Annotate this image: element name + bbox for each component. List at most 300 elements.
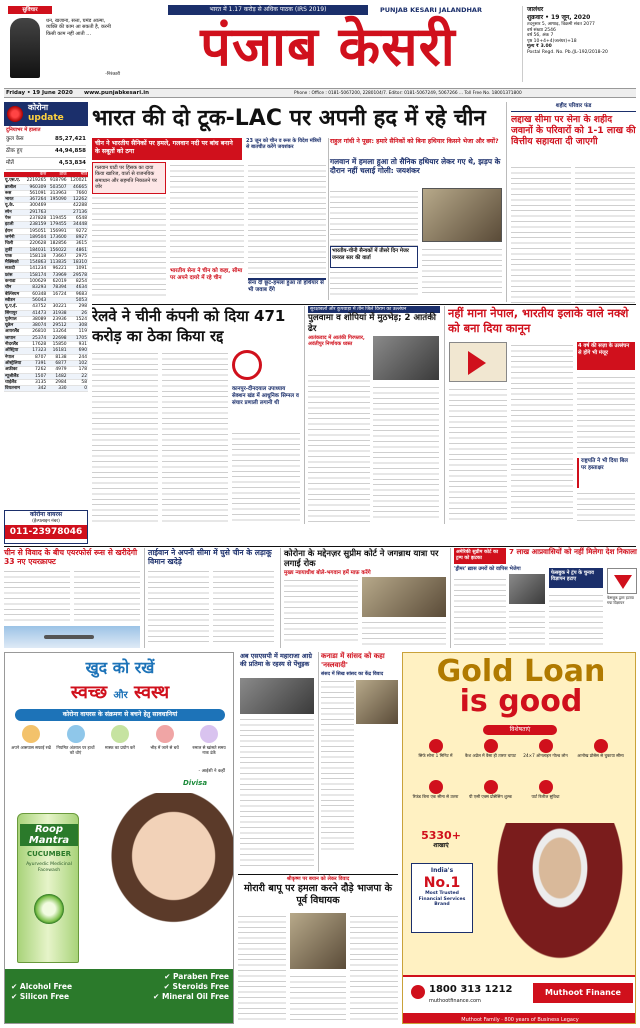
country-name: यू.के. bbox=[4, 203, 24, 209]
country-stat: 25374 bbox=[24, 335, 47, 341]
country-stat: 7660 bbox=[68, 190, 88, 196]
feature-2: ✔ Alcohol Free bbox=[11, 982, 73, 991]
country-name: यूक्रेन bbox=[4, 323, 24, 329]
country-stat: 15850 bbox=[47, 342, 67, 348]
country-stat: 238159 bbox=[24, 222, 47, 228]
country-stat: 154863 bbox=[24, 260, 47, 266]
helpline-title: कोरोना वायरस bbox=[29, 511, 63, 518]
railway-body-1 bbox=[92, 350, 158, 522]
and-word: और bbox=[113, 690, 128, 701]
rahul-story bbox=[330, 138, 502, 302]
country-stat: 7262 bbox=[24, 367, 47, 373]
canada-headline: कनाडा में सांसद को कहा 'नस्लवादी' bbox=[321, 652, 385, 669]
lead-side-note: 23 जून को चीन व रूस के विदेश मंत्रियों से बातचीत करेंगे जयशंकर bbox=[246, 138, 322, 151]
immigrants-story bbox=[450, 548, 636, 648]
country-name: इटली bbox=[4, 222, 24, 228]
country-stat: 18310 bbox=[68, 260, 88, 266]
pulwama-box: आतंकवाद में आतंकी गिरफ्तार, अवंतीपुर निर्णायक ध्वस्त bbox=[308, 335, 365, 348]
country-stat: 178 bbox=[68, 367, 88, 373]
country-stat: 182856 bbox=[47, 241, 67, 247]
vikram-samvat: तदनुसार 5, आषाढ़, विक्रमी संवत 2077 bbox=[527, 22, 595, 27]
jagannath-headline: कोरोना के मद्देनज़र सुप्रीम कोर्ट ने जगन्नाथ यात्रा पर लगाई रोक bbox=[284, 548, 439, 569]
country-stat: 30221 bbox=[47, 304, 67, 310]
country-stat: 173600 bbox=[47, 234, 67, 240]
features-bar bbox=[5, 969, 234, 1024]
country-stat: 9683 bbox=[68, 291, 88, 297]
country-stat: 13264 bbox=[47, 329, 67, 335]
nepal-headline: नहीं माना नेपाल, भारतीय इलाके वाले नक्शे को बना दिया कानून bbox=[448, 306, 629, 335]
country-name: सऊदी bbox=[4, 266, 24, 272]
phone-bar[interactable] bbox=[403, 975, 636, 1024]
country-stat: 298 bbox=[68, 304, 88, 310]
country-stat: 8927 bbox=[68, 234, 88, 240]
world-stat-total: कुल केस 85,27,421 bbox=[6, 134, 86, 146]
country-name: पुर्तगाल bbox=[4, 316, 24, 322]
tip-cough: रुमाल से खांसते समय नाक ढंकें bbox=[189, 725, 229, 765]
country-name: यू.ए.ई. bbox=[4, 304, 24, 310]
morari-headline: मोरारी बापू पर हमला करने दौड़े भाजपा के पूर्व विधायक bbox=[243, 883, 392, 906]
country-stat: 3615 bbox=[68, 241, 88, 247]
country-stat: 313963 bbox=[47, 190, 67, 196]
ad-left-banner: कोरोना वायरस के संक्रमण से बचने हेतु सावधानियां bbox=[15, 709, 225, 721]
precaution-tips bbox=[11, 725, 229, 765]
country-stat: 31938 bbox=[47, 310, 67, 316]
table-row bbox=[4, 316, 88, 322]
country-stat: 119455 bbox=[47, 216, 67, 222]
readership: भारत में 1.17 करोड़ से अधिक पाठक (IRS 2019) bbox=[168, 5, 368, 15]
product-desc: Ayurvedic Medicinal Facewash bbox=[26, 862, 72, 873]
feature-icon-5: रिफंड बिना एक सीमा से उत्तरा bbox=[409, 780, 462, 819]
aircraft-body bbox=[4, 568, 70, 624]
immigrants-sub: 'ड्रीमर' ख़ास उमरों को वापिस भेजेगा bbox=[454, 566, 521, 572]
country-stat: 26810 bbox=[24, 329, 47, 335]
tip-mask: मास्क का प्रयोग करें bbox=[100, 725, 140, 765]
country-name: स्वीडन bbox=[4, 297, 24, 303]
country-stat: 60348 bbox=[24, 291, 47, 297]
country-name: चीन bbox=[4, 285, 24, 291]
morari-story bbox=[238, 874, 398, 1024]
table-row bbox=[4, 260, 88, 266]
country-stat: 4979 bbox=[47, 367, 67, 373]
country-stat: 1524 bbox=[68, 316, 88, 322]
taiwan-story bbox=[144, 548, 276, 648]
pages-line: पृष्ठ 10+4+4(जलंधर)+18 bbox=[527, 38, 577, 44]
country-stat: 220628 bbox=[24, 241, 47, 247]
virus-icon bbox=[7, 106, 23, 122]
postal-number: Postal Regd. No. Pb./JL-192/2018-20 bbox=[527, 49, 608, 55]
morari-body-3 bbox=[350, 913, 398, 1023]
ad-right-gold-loan[interactable] bbox=[402, 652, 636, 1024]
nepal-body-2 bbox=[449, 386, 507, 522]
country-stat: 73667 bbox=[47, 253, 67, 259]
ad-left-line2 bbox=[5, 681, 234, 708]
phone-icon bbox=[411, 985, 425, 999]
country-name: नीदरलैंड bbox=[4, 342, 24, 348]
pulwama-body bbox=[308, 372, 370, 522]
lead-sub-chinese-dam: चीन ने भारतीय सैनिकों पर हमले, गलवान नदी पर बांध बनाने के सबूतों को ठगा bbox=[92, 138, 242, 160]
country-stat: 119 bbox=[68, 329, 88, 335]
corona-column bbox=[4, 102, 88, 542]
country-stat: 8138 bbox=[47, 354, 67, 360]
nepal-flag-icon bbox=[468, 351, 486, 375]
country-stat: 244 bbox=[68, 354, 88, 360]
country-stat: 7391 bbox=[24, 360, 47, 366]
punjab-headline: अब एसएसपी में महाराजा आग्रे की प्रतिमा के रहस्य से पेंचुइक bbox=[240, 652, 312, 668]
corona-title-hi: कोरोना bbox=[28, 103, 49, 112]
country-stat: 330 bbox=[47, 386, 67, 392]
rahul-photo bbox=[422, 188, 502, 242]
country-stat: 113835 bbox=[47, 260, 67, 266]
country-name: आयरलैंड bbox=[4, 329, 24, 335]
cucumber-icon bbox=[34, 894, 64, 924]
country-stat: 83293 bbox=[24, 285, 47, 291]
railway-logo bbox=[232, 350, 262, 380]
country-name: नेपाल bbox=[4, 354, 24, 360]
jagannath-photo bbox=[362, 577, 446, 617]
lead-box-army-freedom: सेना दी छूट-हमला हुआ तो हथियार से भी जवाब देंगे bbox=[248, 278, 326, 298]
edition-label: PUNJAB KESARI JALANDHAR bbox=[380, 6, 482, 14]
country-stat: 46665 bbox=[68, 184, 88, 190]
quote-author: -निरंकारी bbox=[105, 72, 120, 77]
railway-sub: कानपुर-दीनदयाल उपाध्याय सेक्शन खंड में आधुनिक सिग्नल व संचार प्रणाली लगानी थी bbox=[232, 386, 299, 406]
clean-word: स्वच्छ bbox=[70, 682, 108, 703]
world-stat-deaths: मौतें 4,53,834 bbox=[6, 158, 86, 170]
country-stat: 308 bbox=[68, 323, 88, 329]
country-stat: 300469 bbox=[24, 203, 47, 209]
plane-icon bbox=[44, 635, 94, 639]
table-row bbox=[4, 386, 88, 392]
taiwan-body bbox=[148, 568, 274, 644]
feature-icon-6: पी एसी एक्स प्रोसेसिंग शुल्क bbox=[464, 780, 517, 819]
country-name: कनाडा bbox=[4, 279, 24, 285]
feature-icon-7: पार्ट रिलीज सुविधा bbox=[519, 780, 572, 819]
table-row bbox=[4, 178, 88, 184]
helpline-number[interactable]: 011-23978046 bbox=[5, 525, 87, 539]
country-stat: 367264 bbox=[24, 197, 47, 203]
mask-icon bbox=[111, 725, 129, 743]
country-name: तुर्की bbox=[4, 247, 24, 253]
nepal-box-punishment: 4 वर्ष की सज़ा के उल्लंघन से होंगे भी मंजूर bbox=[577, 342, 635, 370]
immigrants-body-3 bbox=[549, 592, 603, 646]
tip-crowd: भीड़ में जाने से बचें bbox=[145, 725, 185, 765]
nepal-body-4 bbox=[577, 490, 635, 522]
nepal-body-1 bbox=[511, 342, 573, 522]
tip-wash: नियमित अंतराल पर हाथों को धोएं bbox=[56, 725, 96, 765]
country-stat: 8254 bbox=[68, 279, 88, 285]
cough-icon bbox=[200, 725, 218, 743]
country-stat: 2219265 bbox=[24, 178, 47, 184]
quote-box bbox=[8, 6, 120, 82]
nepal-map bbox=[449, 342, 507, 382]
country-stat: 1091 bbox=[68, 266, 88, 272]
country-stat: 141234 bbox=[24, 266, 47, 272]
pulwama-kicker: सुरक्षाबलों और कुपवाड़ा में तीन जिले विराम का उल्लंघन bbox=[308, 306, 440, 313]
country-stat: 73969 bbox=[47, 272, 67, 278]
punjab-body bbox=[240, 716, 314, 868]
masthead bbox=[0, 0, 640, 96]
country-name: पेरू bbox=[4, 216, 24, 222]
rahul-headline: गलवान में हमला हुआ तो सैनिक हथियार लेकर गए थे, झड़प के दौरान नहीं चलाई गोली: जयशंकर bbox=[330, 157, 501, 175]
rahul-body-2 bbox=[422, 246, 502, 296]
date-bar bbox=[4, 88, 636, 98]
country-name: बेल्जियम bbox=[4, 291, 24, 297]
aircraft-photo bbox=[4, 626, 140, 648]
country-name: न्यूजीलैंड bbox=[4, 373, 24, 379]
jagannath-sub: मुख्य न्यायाधीश बोले-भगवान हमें माफ़ करेंगे bbox=[284, 570, 371, 576]
martyr-label: शहीद परिवार फंड bbox=[511, 102, 636, 112]
country-stat: 1482 bbox=[47, 373, 67, 379]
country-stat: 102 bbox=[68, 360, 88, 366]
country-name: मैक्सिको bbox=[4, 260, 24, 266]
martyr-body bbox=[511, 164, 635, 304]
country-stat: 1705 bbox=[68, 335, 88, 341]
crowd-icon bbox=[156, 725, 174, 743]
muthoot-footer: Muthoot Family · 800 years of Business Legacy bbox=[403, 1013, 636, 1024]
country-stat: 156022 bbox=[47, 247, 67, 253]
healthy-word: स्वस्थ bbox=[134, 682, 170, 703]
feature-icon-2: कैश अप्रेल में वैसा ही तारण चापट bbox=[464, 739, 517, 778]
world-stats bbox=[4, 134, 88, 170]
world-stat-recovered: ठीक हुए 44,94,858 bbox=[6, 146, 86, 158]
country-stat: 17628 bbox=[24, 342, 47, 348]
country-stat: 6548 bbox=[68, 216, 88, 222]
punjab-photo bbox=[240, 678, 314, 714]
martyr-fund-story bbox=[506, 102, 636, 302]
helpline-subtitle: (हेल्पलाइन नंबर) bbox=[32, 519, 60, 524]
trump-photo bbox=[509, 574, 545, 604]
pulwama-body-2 bbox=[373, 384, 439, 522]
canada-body bbox=[321, 678, 354, 850]
martyr-headline: लद्दाख सीमा पर सेना के शहीद जवानों के परिवारों को 1-1 लाख की वित्तीय सहायता दी जाएगी bbox=[511, 114, 636, 147]
feature-icon-1: सिर्फ सोना 1 मिनिट में bbox=[409, 739, 462, 778]
muthoot-logo: Muthoot Finance bbox=[533, 983, 633, 1003]
nepal-body-3 bbox=[577, 374, 635, 454]
aircraft-story bbox=[4, 548, 140, 648]
feature-3: ✔ Steroids Free bbox=[163, 982, 229, 991]
corona-subtitle: दुनियाभर में हालात bbox=[6, 127, 41, 133]
country-stat: 4634 bbox=[68, 285, 88, 291]
helpline-box bbox=[4, 510, 88, 544]
country-stat: 179455 bbox=[47, 222, 67, 228]
country-stat: 23936 bbox=[47, 316, 67, 322]
aircraft-body-2 bbox=[74, 568, 140, 624]
morari-body-1 bbox=[238, 913, 286, 1023]
country-stat: 503507 bbox=[47, 184, 67, 190]
canada-photo bbox=[356, 680, 398, 724]
tip-clean: अपने आसपास सफाई रखें bbox=[11, 725, 51, 765]
country-stat: 158174 bbox=[24, 272, 47, 278]
lead-box-galwan: गलवान घाटी पर हिंसक का दावा किया खारिज, वार्ता से राजनयिक समाधान और सहमति निकालने पर जोर bbox=[92, 162, 166, 194]
country-stat: 189504 bbox=[24, 234, 47, 240]
immigrants-body-2 bbox=[509, 608, 545, 646]
corona-title-en: update bbox=[28, 113, 64, 123]
feature-4: ✔ Silicon Free bbox=[11, 992, 70, 1001]
country-stat: 2975 bbox=[68, 253, 88, 259]
country-stat: 41473 bbox=[24, 310, 47, 316]
morari-photo bbox=[290, 913, 346, 969]
country-stat: 16181 bbox=[47, 348, 67, 354]
country-stat: 2984 bbox=[47, 379, 67, 385]
pulwama-headline: पुलवामा व शोपियां में मुठभेड़; 2 आतंकी ढेर bbox=[308, 313, 437, 334]
website: www.punjabkesari.in bbox=[84, 90, 149, 96]
country-name: ब्राजील bbox=[4, 184, 24, 190]
phone-number[interactable]: 1800 313 1212 bbox=[429, 984, 513, 995]
country-stat: 12262 bbox=[68, 197, 88, 203]
feature-1: ✔ Paraben Free bbox=[164, 972, 229, 981]
lead-body-3 bbox=[248, 162, 326, 274]
triangle-icon bbox=[614, 575, 632, 589]
country-stat: 342 bbox=[24, 386, 47, 392]
morari-kicker: श्रीकृष्ण पर बयान को लेकर विवाद bbox=[286, 876, 350, 882]
gold-loan-tagline: is good bbox=[459, 684, 583, 719]
feature-icon-3: 24×7 ऑनलाइन गोल्ड लोन bbox=[519, 739, 572, 778]
country-stat: 17323 bbox=[24, 348, 47, 354]
price: मूल्य ₹ 3.00 bbox=[527, 44, 552, 50]
country-stat: 38074 bbox=[24, 323, 47, 329]
english-date: Friday • 19 June 2020 bbox=[6, 90, 73, 96]
feature-icon-4: आनोख प्रोसेस से चुकाया सीमा bbox=[574, 739, 627, 778]
branches-number: 5330+ bbox=[421, 829, 461, 842]
contact-line: Phone : Office : 0181-5067200, 2280104/7. Editor: 0181-5067249, 5067266 ... Toll Free No. 18001371800 bbox=[294, 91, 522, 96]
country-name: फ्रांस bbox=[4, 272, 24, 278]
country-stat: 237828 bbox=[24, 216, 47, 222]
product-tube bbox=[17, 813, 79, 963]
product-variant: CUCUMBER bbox=[26, 850, 72, 858]
country-stat: 22 bbox=[68, 373, 88, 379]
product-name: Roop Mantra bbox=[20, 824, 78, 846]
aircraft-headline: चीन से विवाद के बीच एयरफोर्स रूस से खरीदेगी 33 नए एयरक्राफ्ट bbox=[4, 548, 138, 567]
author-portrait bbox=[10, 18, 40, 78]
country-stat: 9272 bbox=[68, 228, 88, 234]
web-address[interactable]: muthootfinance.com bbox=[429, 998, 481, 1004]
quote-label: सुविचार bbox=[8, 6, 52, 14]
country-stat: 4861 bbox=[68, 247, 88, 253]
country-stat: 22698 bbox=[47, 335, 67, 341]
railway-body-3 bbox=[232, 430, 300, 522]
country-name: थाईलैंड bbox=[4, 379, 24, 385]
country-stat: 3135 bbox=[24, 379, 47, 385]
corona-update-header bbox=[4, 102, 88, 126]
country-stat: 38089 bbox=[24, 316, 47, 322]
lead-headline: भारत की दो टूक-LAC पर अपनी हद में रहे चीन bbox=[92, 106, 486, 131]
pulwama-photo bbox=[373, 336, 439, 380]
country-table-header: केस ठीक मौतें bbox=[4, 172, 88, 178]
pulwama-story bbox=[304, 306, 440, 524]
punjab-story bbox=[238, 652, 314, 872]
country-stat: 6877 bbox=[47, 360, 67, 366]
country-table bbox=[4, 172, 88, 392]
country-name: भारत bbox=[4, 197, 24, 203]
nepal-box-president: राष्ट्रपति ने भी दिया बिल पर हस्ताक्षर bbox=[577, 458, 635, 488]
divisa-logo: Divisa bbox=[183, 779, 208, 787]
country-name: पाक bbox=[4, 253, 24, 259]
rahul-body bbox=[330, 188, 418, 296]
jagannath-body bbox=[284, 577, 358, 645]
country-name: सिंगापुर bbox=[4, 310, 24, 316]
country-stat: 8707 bbox=[24, 354, 47, 360]
country-stat: 0 bbox=[68, 386, 88, 392]
country-stat: 29512 bbox=[47, 323, 67, 329]
country-stat: 29578 bbox=[68, 272, 88, 278]
country-stat: 100629 bbox=[24, 279, 47, 285]
ambassador-photo bbox=[487, 823, 633, 973]
immigrants-headline: 7 लाख आप्रवासियों को नहीं मिलेगा देश निकाला bbox=[509, 547, 637, 556]
country-name: वियतनाम bbox=[4, 386, 24, 392]
lead-body-2 bbox=[170, 162, 244, 266]
model-photo bbox=[101, 793, 233, 933]
country-name: ऑस्ट्रिया bbox=[4, 348, 24, 354]
country-stat: 561091 bbox=[24, 190, 47, 196]
country-stat: 195090 bbox=[47, 197, 67, 203]
country-name: ईरान bbox=[4, 228, 24, 234]
immigrants-body bbox=[454, 576, 506, 646]
city: जालंधर bbox=[527, 6, 544, 13]
country-name: चिली bbox=[4, 241, 24, 247]
rahul-box: भारतीय-चीनी सैन्यकों में तीसरे दिन मेजर जनरल स्तर की वार्ता bbox=[330, 246, 418, 268]
canada-story bbox=[318, 652, 398, 872]
country-stat: 120021 bbox=[68, 178, 88, 184]
issue-line: वर्ष 56, अंक 7 bbox=[527, 33, 554, 39]
country-name: यू.एस.ए. bbox=[4, 178, 24, 184]
facebook-ad-image bbox=[607, 568, 637, 594]
railway-headline: रेलवे ने चीनी कंपनी को दिया 471 करोड़ का ठेका किया रद्द bbox=[92, 307, 286, 345]
country-stat: 690 bbox=[68, 348, 88, 354]
branches-count bbox=[411, 829, 471, 850]
country-stat: 62019 bbox=[47, 279, 67, 285]
country-stat: 27136 bbox=[68, 209, 88, 215]
country-name: स्पेन bbox=[4, 209, 24, 215]
jagannath-body-2 bbox=[362, 619, 446, 645]
country-stat: 158118 bbox=[24, 253, 47, 259]
railway-story bbox=[92, 306, 300, 524]
feature-5: ✔ Mineral Oil Free bbox=[153, 992, 229, 1001]
country-stat: 16724 bbox=[47, 291, 67, 297]
date-line: शुक्रवार • 19 जून, 2020 bbox=[527, 14, 591, 21]
country-name: अफ्रीका bbox=[4, 367, 24, 373]
ad-left-facewash[interactable] bbox=[4, 652, 234, 1024]
quote-text: धन, खजाना, सत्ता, घमंड आत्मा, व्यक्ति की काम आ सकती है, करनी किसी काम नहीं आती ... bbox=[46, 18, 111, 37]
handwash-icon bbox=[67, 725, 85, 743]
country-name: जापान bbox=[4, 335, 24, 341]
newspaper-title: पंजाब केसरी bbox=[200, 15, 456, 78]
taiwan-headline: ताईवान ने अपनी सीमा में घुसे चीन के लड़ाकू विमान खदेड़े bbox=[148, 548, 272, 567]
country-stat: 931 bbox=[68, 342, 88, 348]
branches-label: शाखाएं bbox=[433, 842, 449, 849]
country-stat: 56043 bbox=[24, 297, 47, 303]
jagannath-story bbox=[280, 548, 446, 648]
gold-loan-title: Gold Loan bbox=[436, 654, 606, 689]
country-stat: 42288 bbox=[68, 203, 88, 209]
table-row bbox=[4, 291, 88, 297]
lead-sub-army: भारतीय सेना ने चीन को कहा, सीमा पर अपने दायरे में रहे चीन bbox=[170, 268, 243, 281]
railway-body-2 bbox=[162, 350, 228, 522]
country-stat: 96221 bbox=[47, 266, 67, 272]
rahul-kicker: राहुल गांधी ने पूछा: हमारे सैनिकों को बिना हथियार किसने भेजा और क्यों? bbox=[330, 138, 499, 145]
country-name: रूस bbox=[4, 190, 24, 196]
country-stat: 26 bbox=[68, 310, 88, 316]
country-stat: 5053 bbox=[68, 297, 88, 303]
nepal-story bbox=[444, 306, 636, 524]
country-name: ऑस्ट्रेलिया bbox=[4, 360, 24, 366]
country-stat: 34448 bbox=[68, 222, 88, 228]
country-stat: 960309 bbox=[24, 184, 47, 190]
country-stat: 78394 bbox=[47, 285, 67, 291]
country-name: जर्मनी bbox=[4, 234, 24, 240]
country-stat: 184031 bbox=[24, 247, 47, 253]
country-stat: 291763 bbox=[24, 209, 47, 215]
morari-body-2 bbox=[290, 973, 346, 1023]
ad-left-line1: खुद को रखें bbox=[85, 658, 155, 677]
